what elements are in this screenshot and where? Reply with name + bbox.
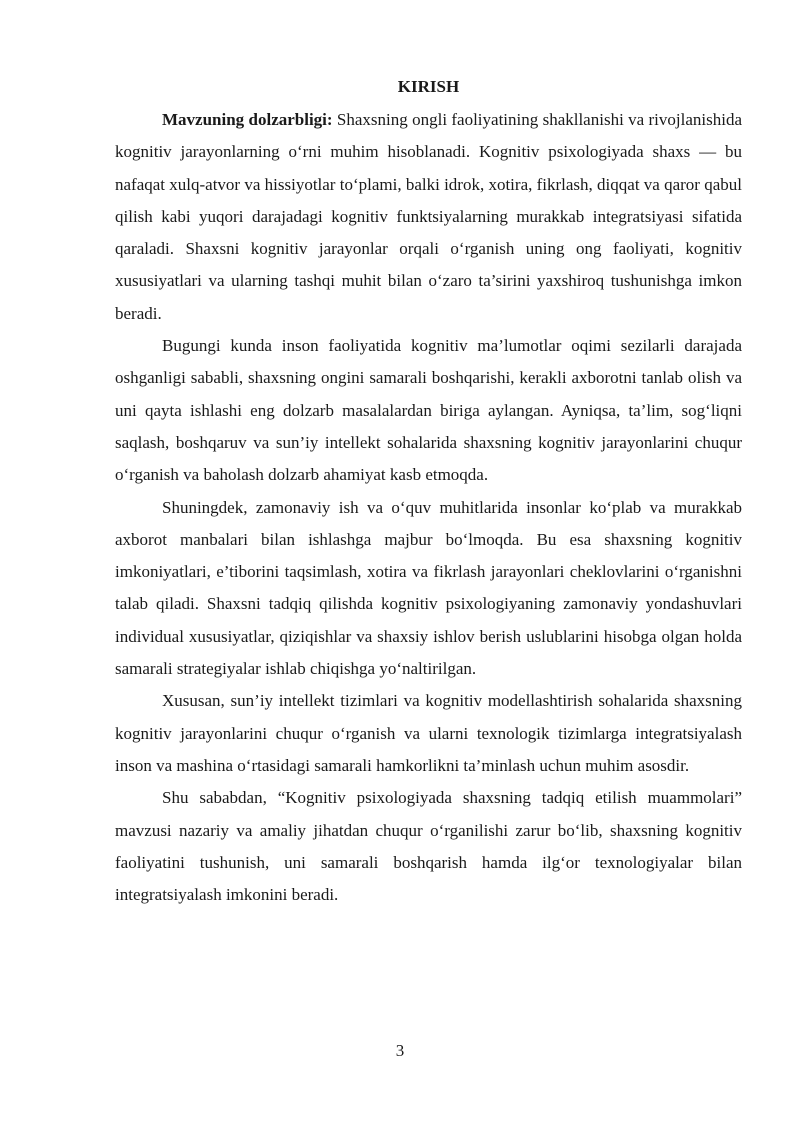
paragraph-text: Shaxsning ongli faoliyatining shakllanishi va rivojlanishida kognitiv jarayonlarning o‘rni muhim hisoblanadi. Kognitiv psixologiyada shaxs — bu nafaqat xulq-atvor va hissiyotlar to‘plami, balki idrok, xotira, fikrlash, diqqat va qaror qabul qilish kabi yuqori darajadagi kognitiv funktsiyalarning murakkab integratsiyasi sifatida qaraladi. Shaxsni kognitiv jarayonlar orqali o‘rganish uning ong faoliyati, kognitiv xususiyatlari va ularning tashqi muhit bilan o‘zaro ta’sirini yaxshiroq tushunishga imkon beradi. [115,110,742,323]
paragraph-relevance [115,104,742,330]
paragraph-lead: Mavzuning dolzarbligi: [162,110,333,129]
page-body [115,74,742,911]
paragraph: Xususan, sun’iy intellekt tizimlari va kognitiv modellashtirish sohalarida shaxsning kognitiv jarayonlarini chuqur o‘rganish va ularni texnologik tizimlarga integratsiyalash inson va mashina o‘rtasidagi samarali hamkorlikni ta’minlash uchun muhim asosdir. [115,691,742,775]
section-heading: KIRISH [397,77,460,96]
paragraph: Bugungi kunda inson faoliyatida kognitiv ma’lumotlar oqimi sezilarli darajada oshganligi sababli, shaxsning ongini samarali boshqarishi, kerakli axborotni tanlab olish va uni qayta ishlashi eng dolzarb masalalardan biriga aylangan. Ayniqsa, ta’lim, sog‘liqni saqlash, boshqaruv va sun’iy intellekt sohalarida shaxsning kognitiv jarayonlarini chuqur o‘rganish va baholash dolzarb ahamiyat kasb etmoqda. [115,336,742,485]
paragraph: Shuningdek, zamonaviy ish va o‘quv muhitlarida insonlar ko‘plab va murakkab axborot manbalari bilan ishlashga majbur bo‘lmoqda. Bu esa shaxsning kognitiv imkoniyatlari, e’tiborini taqsimlash, xotira va fikrlash jarayonlari cheklovlarini o‘rganishni talab qiladi. Shaxsni tadqiq qilishda kognitiv psixologiyaning zamonaviy yondashuvlari individual xususiyatlar, qiziqishlar va shaxsiy ishlov berish uslublarini hisobga olgan holda samarali strategiyalar ishlab chiqishga yo‘naltirilgan. [115,497,742,679]
page-number: 3 [395,1041,405,1060]
paragraph: Shu sababdan, “Kognitiv psixologiyada shaxsning tadqiq etilish muammolari” mavzusi nazariy va amaliy jihatdan chuqur o‘rganilishi zarur bo‘lib, shaxsning kognitiv faoliyatini tushunish, uni samarali boshqarish hamda ilg‘or texnologiyalar bilan integratsiyalash imkonini beradi. [115,788,742,905]
